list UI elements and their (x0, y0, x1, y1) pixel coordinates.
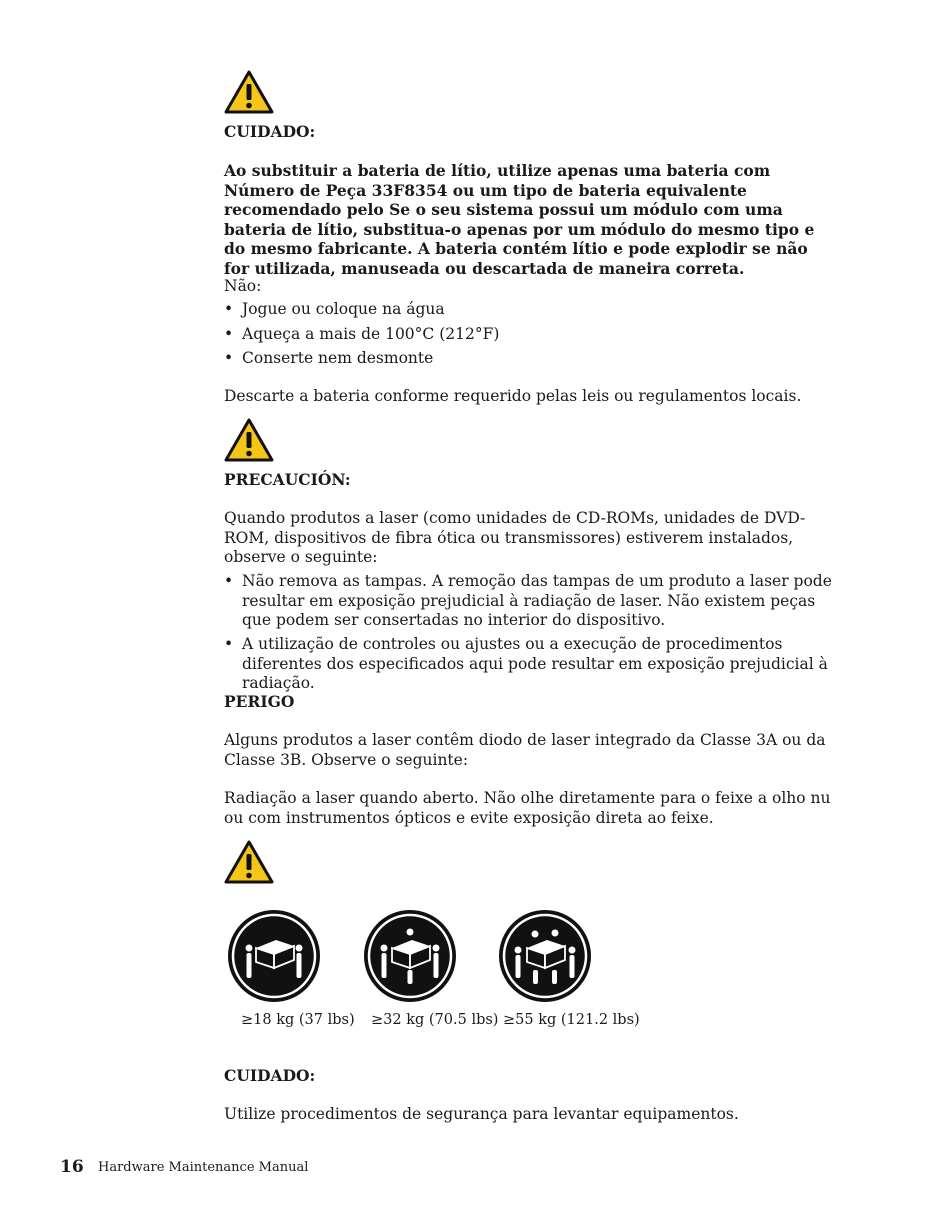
warning-triangle-icon (224, 70, 274, 114)
battery-warning-text: Ao substituir a bateria de lítio, utilize apenas uma bateria com Número de Peça 33F8354 ou um tipo de bateria equivalente recomendado pelo Se o seu sistema possui um módulo com uma bateria de lítio, substitua-o apenas por um módulo do mesmo tipo e do mesmo fabricante. A bateria contém lítio e pode explodir se não for utilizada, manuseada ou descartada de maneira correta. (224, 161, 815, 278)
manual-title: Hardware Maintenance Manual (98, 1160, 309, 1175)
three-person-lift-icon (362, 908, 458, 1004)
laser-intro-text: Quando produtos a laser (como unidades de CD-ROMs, unidades de DVD-ROM, dispositivos de fibra ótica ou transmissores) estiverem instalados, observe o seguinte: (224, 509, 806, 566)
caution-heading-1: CUIDADO: (224, 122, 316, 141)
nao-label: Não: (224, 277, 262, 295)
perigo-heading: PERIGO (224, 692, 295, 711)
warning-triangle-icon (224, 840, 274, 884)
laser-radiation-text: Radiação a laser quando aberto. Não olhe diretamente para o feixe a olho nu ou com instrumentos ópticos e evite exposição direta ao feixe. (224, 789, 831, 827)
disposal-text: Descarte a bateria conforme requerido pelas leis ou regulamentos locais. (224, 387, 802, 405)
two-person-lift-icon (226, 908, 322, 1004)
page-number: 16 (60, 1157, 84, 1177)
precaucion-heading: PRECAUCIÓN: (224, 470, 351, 489)
lift-caption-32kg: ≥32 kg (70.5 lbs) (371, 1012, 499, 1028)
laser-class-text: Alguns produtos a laser contêm diodo de laser integrado da Classe 3A ou da Classe 3B. Observe o seguinte: (224, 731, 826, 769)
lifting-text: Utilize procedimentos de segurança para levantar equipamentos. (224, 1105, 739, 1123)
four-person-lift-icon (497, 908, 593, 1004)
caution-heading-2: CUIDADO: (224, 1066, 316, 1085)
lift-caption-55kg: ≥55 kg (121.2 lbs) (503, 1012, 640, 1028)
lift-caption-18kg: ≥18 kg (37 lbs) (241, 1012, 355, 1028)
warning-triangle-icon (224, 418, 274, 462)
